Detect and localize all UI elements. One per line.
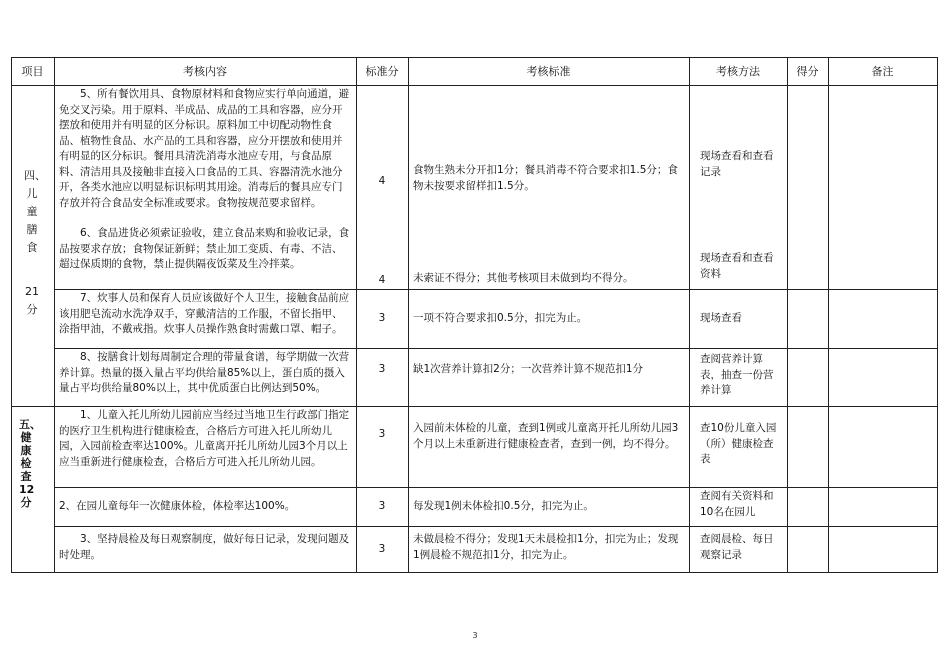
standard-item-6: 未索证不得分；其他考核项目未做到均不得分。 bbox=[413, 272, 634, 284]
table-border-left bbox=[11, 57, 12, 573]
score-item-8: 3 bbox=[378, 363, 386, 375]
row-divider bbox=[54, 526, 938, 527]
method-health-2: 查阅有关资料和10名在园儿 bbox=[700, 490, 774, 518]
content-item-8: 8、按膳食计划每周制定合理的带量食谱，每学期做一次营养计算。热量的摄入量占平均供给量85%以上，蛋白质的摄入量占平均供给量80%以上，其中优质蛋白比例达到50%。 bbox=[59, 351, 350, 394]
header-project: 项目 bbox=[21, 65, 44, 78]
method-health-3: 查阅晨检、每日观察记录 bbox=[700, 533, 774, 561]
section-title: 五、健康检查 bbox=[19, 418, 41, 483]
page-number: 3 bbox=[472, 631, 478, 640]
method-item-7: 现场查看 bbox=[700, 312, 742, 324]
row-divider bbox=[54, 289, 938, 290]
row-divider bbox=[54, 348, 938, 349]
col-divider bbox=[787, 57, 788, 573]
score-item-5: 4 bbox=[378, 175, 386, 187]
content-health-1: 1、儿童入托儿所幼儿园前应当经过当地卫生行政部门指定的医疗卫生机构进行健康检查，合格后方可进入托儿所幼儿园，入园前检查率达100%。儿童离开托儿所幼儿园3个月以上应当重新进行健康检查，合格后方可进入托儿所幼儿园。 bbox=[59, 409, 350, 468]
header-standard-score: 标准分 bbox=[365, 65, 399, 78]
header-remarks: 备注 bbox=[871, 65, 894, 78]
section-divider bbox=[11, 406, 938, 407]
assessment-table bbox=[11, 57, 938, 573]
col-divider bbox=[408, 57, 409, 573]
col-divider bbox=[689, 57, 690, 573]
method-health-1: 查10份儿童入园（所）健康检查表 bbox=[700, 422, 777, 465]
content-item-6: 6、食品进货必须索证验收，建立食品来购和验收记录，食品按要求存放；食物保证新鲜；禁止加工变质、有毒、不洁、超过保质期的食物，禁止提供隔夜饭菜及生冷拌菜。 bbox=[59, 227, 350, 270]
content-health-2: 2、在园儿童每年一次健康体检，体检率达100%。 bbox=[59, 500, 296, 512]
table-border-top bbox=[11, 57, 938, 58]
section-points: 21分 bbox=[25, 285, 39, 316]
score-item-6: 4 bbox=[378, 274, 386, 286]
content-health-3: 3、坚持晨检及每日观察制度，做好每日记录，发现问题及时处理。 bbox=[59, 533, 350, 561]
content-item-7: 7、炊事人员和保育人员应该做好个人卫生，接触食品前应该用肥皂流动水洗净双手，穿戴清洁的工作服，不留长指甲、涂指甲油，不戴戒指。炊事人员操作熟食时需戴口罩、帽子。 bbox=[59, 292, 350, 335]
score-health-3: 3 bbox=[378, 543, 386, 555]
col-divider bbox=[828, 57, 829, 573]
standard-item-5: 食物生熟未分开扣1分；餐具消毒不符合要求扣1.5分；食物未按要求留样扣1.5分。 bbox=[413, 164, 678, 192]
method-item-5: 现场查看和查看记录 bbox=[700, 150, 774, 178]
row-divider bbox=[54, 487, 938, 488]
header-score: 得分 bbox=[796, 65, 819, 78]
score-health-2: 3 bbox=[378, 500, 386, 512]
score-health-1: 3 bbox=[378, 428, 386, 440]
table-border-right bbox=[937, 57, 938, 573]
content-item-5: 5、所有餐饮用具、食物原材料和食物应实行单向通道，避免交叉污染。用于原料、半成品、成品的工具和容器，应分开摆放和使用并有明显的区分标识。原料加工中切配动物性食品、植物性食品、水产品的工具和容器，应分开摆放和使用并有明显的区分标识。餐用具清洗消毒水池应专用，与食品原料、清洁用具及接触非直接入口食品的工具、容器清洗水池分开，各类水池应以明显标识标明其用途。消毒后的餐具应专门存放并符合食品安全标准或要求。食物按规范要求留样。 bbox=[59, 88, 350, 209]
header-standard: 考核标准 bbox=[526, 65, 571, 78]
col-divider bbox=[54, 57, 55, 573]
method-item-6: 现场查看和查看资料 bbox=[700, 252, 774, 280]
section-title: 四、儿童膳食 bbox=[24, 169, 46, 254]
header-divider bbox=[11, 85, 938, 86]
table-border-bottom bbox=[11, 572, 938, 573]
header-method: 考核方法 bbox=[716, 65, 760, 78]
score-item-7: 3 bbox=[378, 312, 386, 324]
standard-item-7: 一项不符合要求扣0.5分，扣完为止。 bbox=[413, 312, 588, 324]
standard-health-2: 每发现1例未体检扣0.5分，扣完为止。 bbox=[413, 500, 594, 512]
standard-health-3: 未做晨检不得分；发现1天未晨检扣1分，扣完为止；发现1例晨检不规范扣1分，扣完为止。 bbox=[413, 533, 679, 561]
standard-item-8: 缺1次营养计算扣2分；一次营养计算不规范扣1分 bbox=[413, 363, 644, 375]
standard-health-1: 入园前未体检的儿童，查到1例或儿童离开托儿所幼儿园3个月以上未重新进行健康检查者，查到一例，均不得分。 bbox=[413, 422, 679, 450]
method-item-8: 查阅营养计算表，抽查一份营养计算 bbox=[700, 353, 774, 396]
header-content: 考核内容 bbox=[183, 65, 227, 78]
section-points: 12分 bbox=[19, 483, 35, 509]
